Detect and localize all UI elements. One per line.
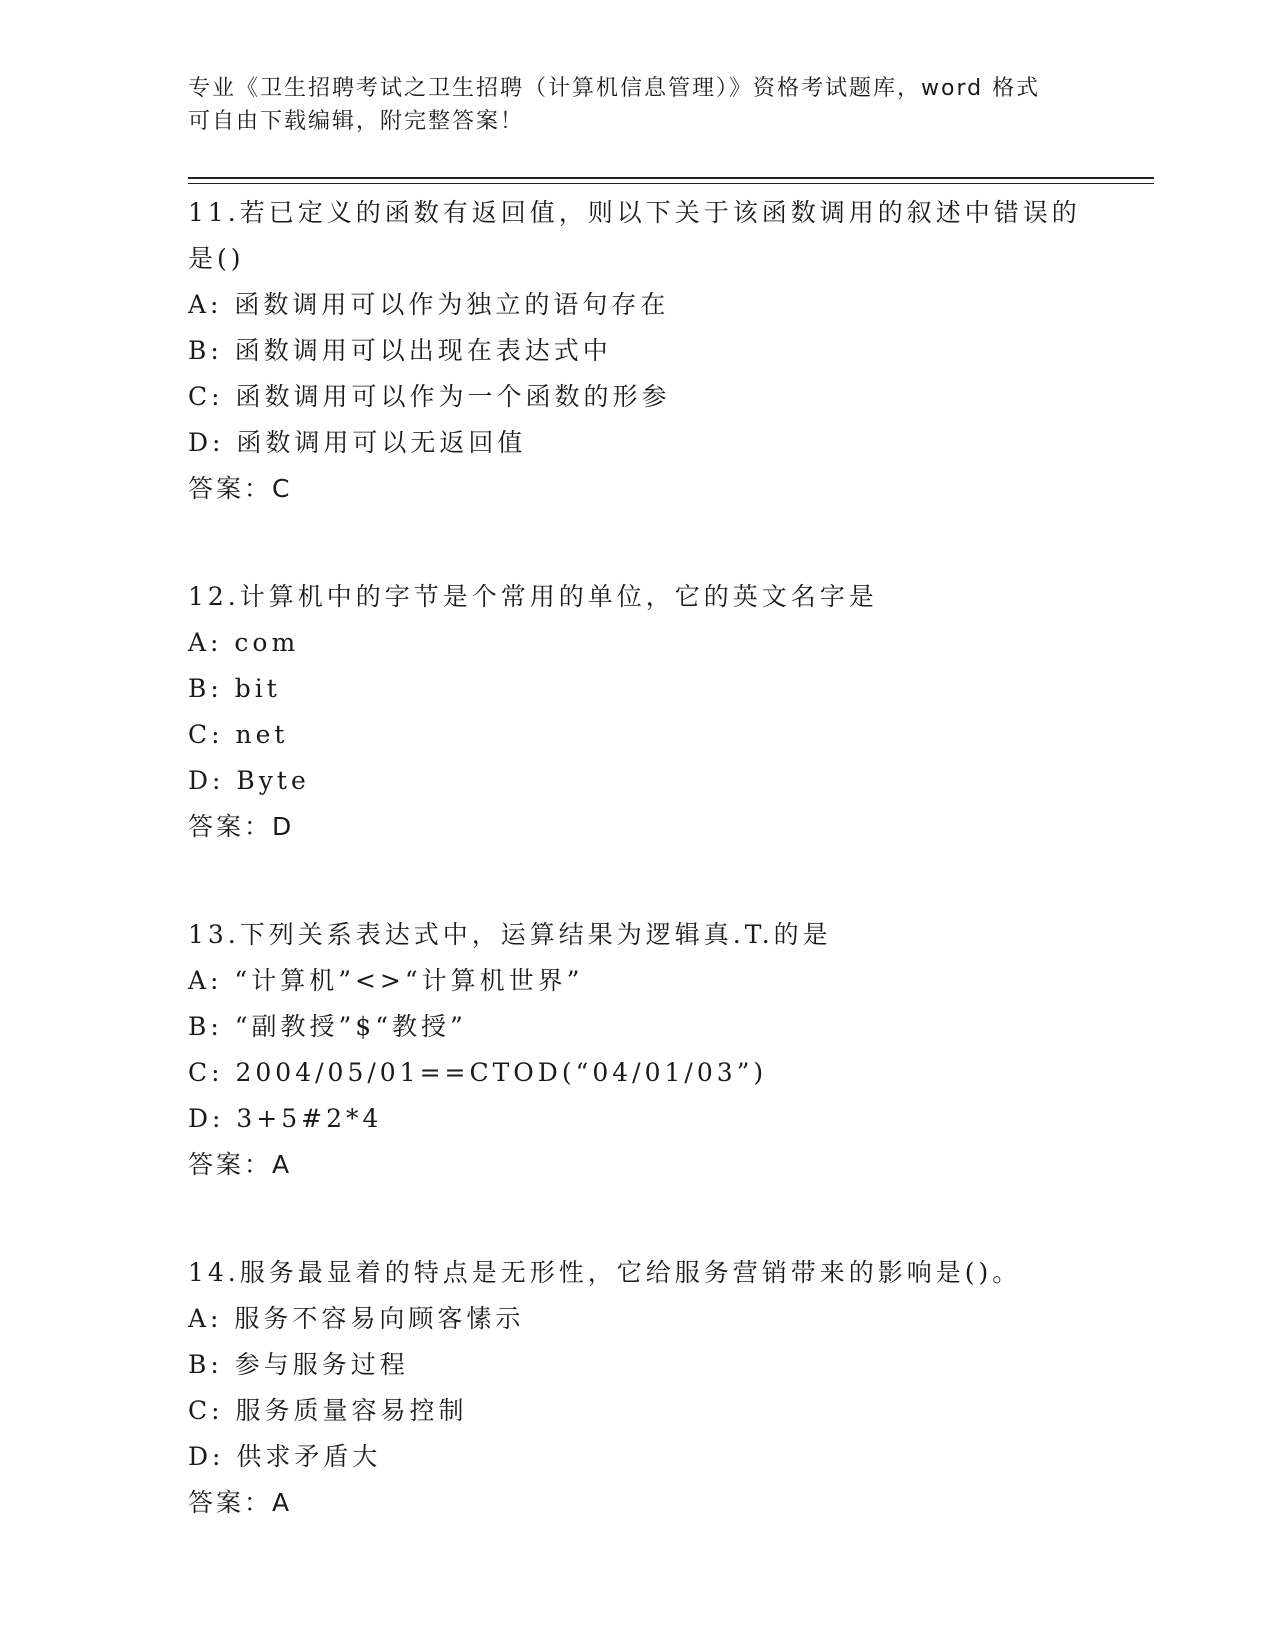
option-d: D: 函数调用可以无返回值 bbox=[188, 428, 527, 457]
question-list bbox=[188, 190, 1088, 1588]
option-a: A: “计算机”<>“计算机世界” bbox=[188, 966, 584, 995]
question-11 bbox=[188, 190, 1088, 512]
question-stem: 14.服务最显着的特点是无形性，它给服务营销带来的影响是()。 bbox=[188, 1258, 1022, 1287]
option-c: C: 2004/05/01==CTOD(“04/01/03”) bbox=[188, 1058, 768, 1087]
question-12 bbox=[188, 574, 1088, 850]
header-line-1: 专业《卫生招聘考试之卫生招聘（计算机信息管理）》资格考试题库，word 格式 bbox=[188, 76, 1041, 101]
option-b: B: bit bbox=[188, 674, 281, 703]
option-c: C: net bbox=[188, 720, 289, 749]
option-b: B: 函数调用可以出现在表达式中 bbox=[188, 336, 612, 365]
option-b: B: 参与服务过程 bbox=[188, 1350, 409, 1379]
question-14 bbox=[188, 1250, 1088, 1526]
question-stem: 11.若已定义的函数有返回值，则以下关于该函数调用的叙述中错误的 bbox=[188, 198, 1081, 227]
option-a: A: com bbox=[188, 628, 300, 657]
answer: 答案：A bbox=[188, 1488, 293, 1517]
option-a: A: 服务不容易向顾客愫示 bbox=[188, 1304, 525, 1333]
option-d: D: 供求矛盾大 bbox=[188, 1442, 382, 1471]
answer: 答案：A bbox=[188, 1150, 293, 1179]
option-d: D: Byte bbox=[188, 766, 310, 795]
option-c: C: 函数调用可以作为一个函数的形参 bbox=[188, 382, 671, 411]
option-b: B: “副教授”$“教授” bbox=[188, 1012, 467, 1041]
question-stem: 12.计算机中的字节是个常用的单位，它的英文名字是 bbox=[188, 582, 878, 611]
option-a: A: 函数调用可以作为独立的语句存在 bbox=[188, 290, 670, 319]
answer: 答案：C bbox=[188, 474, 293, 503]
option-c: C: 服务质量容易控制 bbox=[188, 1396, 468, 1425]
question-stem: 13.下列关系表达式中，运算结果为逻辑真.T.的是 bbox=[188, 920, 832, 949]
option-d: D: 3+5#2*4 bbox=[188, 1104, 383, 1133]
header-line-2: 可自由下载编辑，附完整答案！ bbox=[188, 109, 525, 134]
answer: 答案：D bbox=[188, 812, 295, 841]
header-divider-thick bbox=[188, 177, 1154, 179]
question-stem-continued: 是() bbox=[188, 244, 245, 273]
question-13 bbox=[188, 912, 1088, 1188]
header-divider-thin bbox=[188, 183, 1154, 184]
document-header bbox=[188, 72, 1088, 138]
